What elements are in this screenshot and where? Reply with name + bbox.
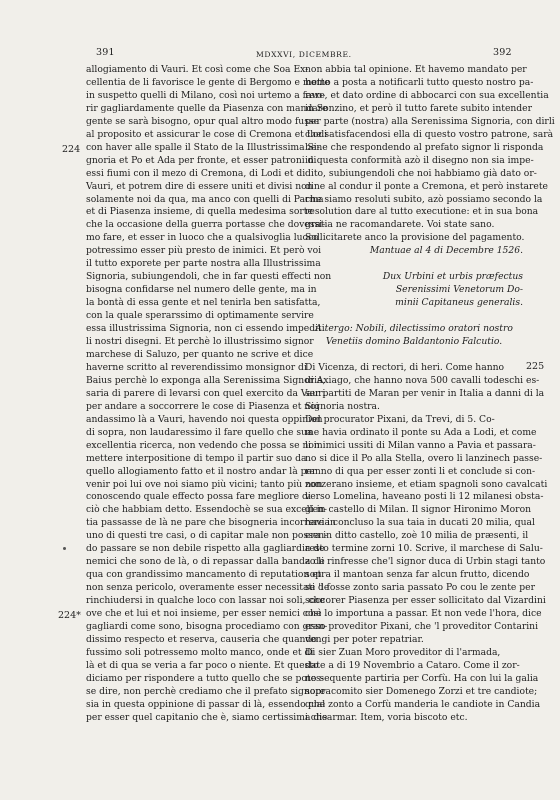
text-line: rinchiudersi in qualche loco con lassar noi soli, che bbox=[86, 595, 325, 607]
text-line: al proposito et assicurar le cose di Cremona et Lodi bbox=[86, 128, 328, 140]
text-line: sopracomito sier Domenego Zorzi et tre candiote; bbox=[305, 685, 538, 697]
text-line: cellentia de li favorisce le gente di Bergomo e mette bbox=[86, 76, 330, 88]
text-line: per andare a soccorrere le cose di Piasenza et noi bbox=[86, 400, 319, 412]
text-line: ciò che habbiam detto. Essendochè se sua excellen- bbox=[86, 504, 328, 516]
text-line: in questa conformità azò il disegno non sia impe- bbox=[305, 154, 534, 166]
text-line: potressimo esser più presto de inimici. Et però voi bbox=[86, 245, 322, 257]
text-line: mettere interpositione di tempo il partir suo da bbox=[86, 452, 307, 464]
text-line: con la quale sperarssimo di optimamente servire bbox=[86, 310, 314, 322]
text-line: homo a posta a notificarli tutto questo nostro pa- bbox=[305, 76, 534, 88]
text-line: A tergo: Nobili, dilectissimo oratori nostro bbox=[315, 323, 513, 335]
text-line: zonzerano insieme, et etiam spagnoli sono cavalcati bbox=[305, 478, 548, 490]
text-line: zo li rinfresse che'l signor duca di Urbin stagi tanto bbox=[305, 556, 546, 568]
text-line: gente se sarà bisogno, opur qual altro modo fusse bbox=[86, 115, 320, 127]
text-line: diciamo per rispondere a tutto quello che se potes- bbox=[86, 672, 324, 684]
text-line: resto termine zorni 10. Scrive, il marchese di Salu- bbox=[305, 543, 543, 555]
text-line: se 'l fosse zonto saria passato Po cou le zente per bbox=[305, 582, 535, 594]
text-line: resolution dare al tutto executione: et in sua bona bbox=[305, 206, 539, 218]
text-line: sopra il mantoan senza far alcun frutto, dicendo bbox=[305, 569, 530, 581]
text-line: me havia ordinato il ponte su Ada a Lodi, et come bbox=[305, 426, 537, 438]
text-line: Vauri, et potrem dire di essere uniti et divisi non bbox=[86, 180, 313, 192]
text-line: solamente noi da qua, ma anco con quelli di Parma bbox=[86, 193, 324, 205]
text-line: per esser quel capitanio che è, siamo certissimi che bbox=[86, 711, 328, 723]
text-line: bisogna confidarse nel numero delle gente, ma in bbox=[86, 284, 317, 296]
text-line: di sopra, non laudaressimo il fare quello che sua bbox=[86, 426, 313, 438]
text-line: date a di 19 Novembrio a Cataro. Come il zor- bbox=[305, 659, 520, 671]
text-line: rere, et dato ordine di abbocarci con sua excellentia bbox=[305, 89, 549, 101]
text-line: dissimo respecto et reserva, causeria che quando bbox=[86, 633, 317, 645]
text-line: mo fare, et esser in luoco che a qualsivoglia luoco bbox=[86, 232, 319, 244]
text-line: havia concluso la sua taia in ducati 20 milia, qual bbox=[305, 517, 535, 529]
text-line: li inimici ussiti di Milan vanno a Pavia et passara- bbox=[305, 439, 536, 451]
left-text-column bbox=[86, 64, 336, 725]
text-line: a disarmar. Item, voria biscoto etc. bbox=[305, 711, 468, 723]
text-line bbox=[305, 310, 523, 323]
text-line: qua con grandissimo mancamento di reputation et bbox=[86, 569, 322, 581]
text-line: do passare se non debile rispetto alla gagliardia de bbox=[86, 543, 325, 555]
text-line: dine al condur il ponte a Cremona, et però instarete bbox=[305, 180, 548, 192]
text-line: che siamo resoluti subito, azò possiamo secondo la bbox=[305, 193, 543, 205]
text-line: dito, subiungendoli che noi habbiamo già dato or- bbox=[305, 167, 537, 179]
text-line: minii Capitaneus generalis. bbox=[395, 297, 523, 309]
text-line: gi in castello di Milan. Il signor Hironimo Moron bbox=[305, 504, 532, 516]
text-line: non senza pericolo, overamente esser necessitati de bbox=[86, 582, 330, 594]
text-line: Serenissimi Venetorum Do- bbox=[395, 284, 523, 296]
text-line: verso Lomelina, haveano posti li 12 milanesi obsta- bbox=[305, 491, 544, 503]
text-line: fussimo soli potressemo molto manco, onde et di bbox=[86, 646, 314, 658]
text-line: li nostri disegni. Et perchè lo illustrissimo signor bbox=[86, 336, 314, 348]
text-line: conoscendo quale effecto possa fare megliore di bbox=[86, 491, 311, 503]
text-line: non abbia tal opinione. Et havemo mandato per bbox=[305, 64, 527, 75]
text-line: gagliardi come sono, bisogna procediamo con gran- bbox=[86, 620, 328, 632]
text-line: Dux Urbini et urbis præfectus bbox=[382, 271, 523, 283]
text-line: venir poi lui ove noi siamo più vicini; tanto più non bbox=[86, 478, 323, 490]
text-line: Sollicitarete anco la provisione del pagamento. bbox=[305, 232, 525, 244]
text-line: marchese di Saluzo, per quanto ne scrive et dice bbox=[86, 348, 314, 360]
text-line: essa illustrissima Signoria, non ci essendo impediti bbox=[86, 323, 325, 335]
text-line: Di sier Zuan Moro proveditor di l'armada, bbox=[305, 646, 501, 658]
text-line: allogiamento di Vauri. Et così come che Soa Ex- bbox=[86, 64, 309, 75]
text-line bbox=[305, 349, 523, 362]
text-line: Signoria nostra. bbox=[305, 400, 380, 412]
text-line: et di Piasenza insieme, di quella medesima sorte bbox=[86, 206, 313, 218]
text-line: la bontà di essa gente et nel tenirla ben satisfatta, bbox=[86, 297, 321, 309]
text-line: ranno di qua per esser zonti li et conclude si con- bbox=[305, 465, 536, 477]
text-line: gratia ne racomandarete. Voi state sano. bbox=[305, 219, 495, 231]
margin-mark-dot bbox=[63, 547, 66, 550]
left-page-number: 391 bbox=[96, 47, 115, 58]
text-line: con haver alle spalle il Stato de la Illustrissima Si- bbox=[86, 141, 320, 153]
text-line: no sequente partiria per Corfù. Ha con lui la galia bbox=[305, 672, 539, 684]
margin-number-right: 225 bbox=[526, 361, 545, 372]
text-line: gnoria et Po et Ada per fronte, et esser patroni di bbox=[86, 154, 317, 166]
text-line: per parte (nostra) alla Serenissima Signoria, con dirli bbox=[305, 115, 555, 127]
text-line: che lo importuna a passar. Et non vede l'hora, dice bbox=[305, 608, 542, 620]
text-line: Baius perchè lo exponga alla Serenissima Signoria, bbox=[86, 374, 326, 386]
text-line: Mantuae al 4 di Decembre 1526. bbox=[369, 245, 523, 257]
margin-number-left-a: 224 bbox=[62, 144, 81, 155]
text-line: in suspetto quelli di Milano, così noi urtemo a favo- bbox=[86, 89, 326, 101]
text-line: era in ditto castello, zoè 10 milia de præsenti, il bbox=[305, 530, 529, 542]
text-line: soccorer Piasenza per esser sollicitato dal Vizardini bbox=[305, 595, 546, 607]
text-line: tia passasse de là ne pare che bisogneria incorrere in bbox=[86, 517, 336, 529]
text-line: Signoria, subiungendoli, che in far questi effecti non bbox=[86, 271, 332, 283]
text-line: excellentia ricerca, non vedendo che possa se non bbox=[86, 439, 320, 451]
text-line: là et di qua se veria a far poco o niente. Et questo bbox=[86, 659, 319, 671]
text-line: uno di questi tre casi, o di capitar male non possen- bbox=[86, 530, 328, 542]
text-line: rir gagliardamente quelle da Piasenza con mandare bbox=[86, 102, 328, 114]
text-line: nemici che sono de là, o di repassar dalla banda de bbox=[86, 556, 325, 568]
text-line: vengi per poter repatriar. bbox=[305, 633, 424, 645]
text-line: essi fiumi con il mezo di Cremona, di Lodi et di bbox=[86, 167, 306, 179]
text-line: ove che et lui et noi insieme, per esser nemici così bbox=[86, 608, 322, 620]
text-line: in Sonzino, et però il tutto farete subito intender bbox=[305, 102, 533, 114]
text-line: qual zonto a Corfù manderia le candiote in Candia bbox=[305, 698, 541, 710]
text-line: quello allogiamento fatto et il nostro andar là per bbox=[86, 465, 317, 477]
text-line: saria di parere di levarsi con quel exercito da Vauri bbox=[86, 387, 326, 399]
text-line: di Axiago, che hanno nova 500 cavalli todeschi es- bbox=[305, 374, 540, 386]
text-line: che satisfacendosi ella di questo vostro patrone, sarà bbox=[305, 128, 554, 140]
running-title: MDXXVI, DICEMBRE. bbox=[256, 50, 352, 59]
text-line: esso proveditor Pixani, che 'l proveditor Contarini bbox=[305, 620, 539, 632]
text-line: che la occasione della guerra portasse che dovessi- bbox=[86, 219, 326, 231]
text-line: il tutto exporete per parte nostra alla Illustrissima bbox=[86, 258, 321, 270]
text-line: Venetiis domino Baldantonio Falcutio. bbox=[325, 336, 503, 348]
right-page-number: 392 bbox=[493, 47, 512, 58]
text-line: ser partiti de Maran per venir in Italia a danni di la bbox=[305, 387, 545, 399]
text-line: andassimo là a Vauri, havendo noi questa oppinion bbox=[86, 413, 323, 425]
text-line bbox=[305, 258, 523, 271]
text-line: Del procurator Pixani, da Trevi, di 5. Co- bbox=[305, 413, 495, 425]
text-line: bene che respondendo al prefato signor li risponda bbox=[305, 141, 544, 153]
text-line: no si dice il Po alla Stella, overo li lanzinech passe- bbox=[305, 452, 543, 464]
text-line: Di Vicenza, di rectori, di heri. Come hanno bbox=[305, 361, 505, 373]
text-line: haverne scritto al reverendissimo monsignor di bbox=[86, 361, 307, 373]
margin-number-left-b: 224* bbox=[58, 610, 81, 621]
text-line: sia in questa oppinione di passar di là, essendo che bbox=[86, 698, 326, 710]
text-line: se dire, non perchè crediamo che il prefato signore bbox=[86, 685, 326, 697]
